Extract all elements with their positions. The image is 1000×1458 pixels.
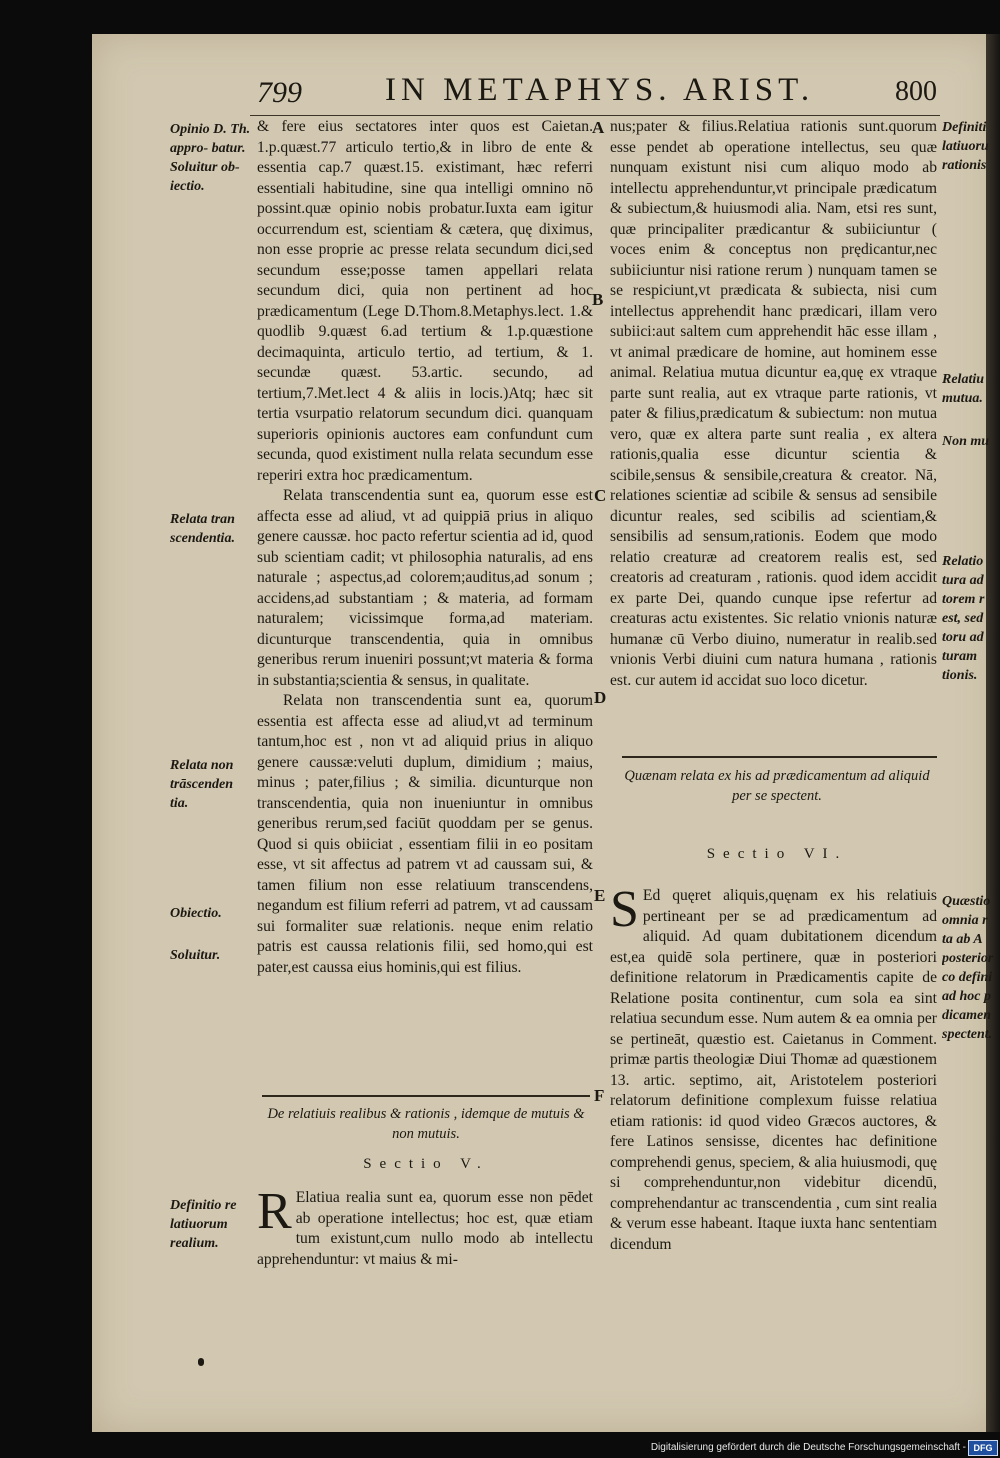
paragraph: Ed quęret aliquis,quęnam ex his relatiuis pertineant per se ad prædicamentum ad aliquid. Ad quam dubitationem dicendum est,ea quidē sola pertinere, quæ in posteriori definitione relatorum in Prædicamentis capite de Relatione posita continentur, cum sola ea sint relatiua secundum esse. Num autem & ea omnia per se pertineāt, quæstio est. Caietanus in Comment. primæ partis theologiæ Diui Thomæ ad quæstionem 13. artic. septimo, ait, Aristotelem posteriori relatorum definitione complexum fuisse relatiua etiam rationis: id quod video Græcos auctores, & fere Latinos sensisse, dicentes hac definitione comprehendi genus, speciem, & alia huiusmodi, quę si comprehenduntur,non videbitur dicendū, comprehendantur ac transcendentia , cum sint realia & verum esse habeant. Itaque iuxta hanc sententiam dicendum: [610, 887, 937, 1253]
margin-note: Relata tran scendentia.: [170, 512, 235, 546]
margin-note: Non mu: [942, 434, 990, 449]
left-column-sec5: [257, 1183, 593, 1270]
running-title: IN METAPHYS. ARIST.: [385, 72, 815, 108]
drop-cap: S: [610, 881, 639, 938]
section-letter: B: [592, 290, 604, 309]
section-letter: C: [594, 486, 607, 505]
running-header: [257, 72, 937, 116]
section-rule: [262, 1095, 590, 1097]
paragraph: nus;pater & filius.Relatiua rationis sunt.quorum esse pendet ab operatione intellectus, seu quæ nunquam existunt nisi cum aliquo modo ab intellectu apprehenduntur,vt principale prædicatum & subiectum,& huiusmodi alia. Nam, etsi res sunt, quæ principaliter prædicantur & subiiciuntur ( voces enim & conceptus non prędicantur,nec subiiciuntur nisi ratione rerum ) nunquam tamen se se respiciunt,vt prædicata & subiecta, nisi cum intellectus apprehendit hanc prædicari, illam vero subiici:aut saltem cum apprehendit hāc esse illam , vt animal prædicare de homine, aut hominem esse animal. Relatiua mutua dicuntur ea,quę ex vtraque parte sunt realia, aut ex vtraque parte rationis, vt pater & filius,prædicatum & subiectum: non mutua vero, quæ ex altera parte sunt realia , ex altera rationis,qualia esse dicuntur scientia & scibile,sensus & sensibile,creatura & creator. Nā, relationes scientiæ ad scibile & sensus ad sensibile dicuntur reales, sed scibilis ad scientiam,& sensibilis ad sensum,rationis. Eodem que modo relatio creaturæ ad creatorem realis est, sed creatoris ad creaturam , rationis. quod idem accidit ex parte Dei, quando cunque ipse refertur ad creaturas actu existentes. Sic relatio vnionis naturæ humanæ cū Verbo diuino, numeratur in realib.sed vnionis Verbi diuini cum natura humana , rationis est. cur autem id accidat suo loco dicetur.: [610, 118, 937, 689]
margin-note: Relatiu mutua.: [942, 372, 985, 406]
ink-mark: [198, 1358, 204, 1366]
page-number-left: 799: [257, 76, 302, 109]
left-column: [257, 117, 593, 978]
margin-note: Definitio re latiuorum realium.: [170, 1198, 237, 1251]
right-column-sec6: [610, 881, 937, 1255]
section-heading: Quænam relata ex his ad prædicamentum ad aliquid per se spectent.: [624, 768, 930, 804]
margin-note: Quæstio omnia r ta ab A posterior co defini ad hoc p dicamen spectent.: [942, 894, 994, 1042]
margin-note: Relatio tura ad torem r est, sed toru ad turam tionis.: [942, 554, 985, 683]
section-letter: A: [592, 118, 605, 137]
paragraph: & fere eius sectatores inter quos est Caietan. 1.p.quæst.77 articulo tertio,& in libro de ente & essentia cap.7 quæst.15. existimant, hæc referri essentiali habitudine, sine qua intelligi omnino nō possint.quæ opinio nobis probatur.Iuxta eam igitur occurrendum est, scientiam & cætera, quę diximus, non esse proprie ac presse relata secundum dici,sed secundum esse;posse tamen appellari relata secundum dici, quia non pertinent ad hoc prædicamentum (Lege D.Thom.8.Metaphys.lect. 1.& quodlib 9.quæst 6.ad tertium & 1.p.quæstione decimaquinta, articulo tertio, ad tertium, & 1. secundæ quæst. 53.artic. secundo, ad tertium,7.Met.lect 4 & aliis in locis.)Atq; hæc sit tertia vsurpatio relatorum secundum dici. quanquam superioris opinionis auctores eam confundunt cum secunda, quod existiment nulla relata secundum esse reperiri extra hoc prædicamentum.: [257, 118, 593, 484]
paragraph: Elatiua realia sunt ea, quorum esse non pēdet ab operatione intellectus; hoc est, quæ etiam tum existunt,cum nullo modo ab intellectu apprehenduntur: vt maius & mi-: [257, 1189, 593, 1268]
section-rule: [622, 756, 937, 758]
margin-note: Relata non trāscenden tia.: [170, 758, 234, 811]
drop-cap: R: [257, 1183, 292, 1240]
section-letter: F: [594, 1086, 605, 1105]
right-column: [610, 117, 937, 691]
section-label: Sectio VI.: [706, 846, 848, 862]
paragraph: Relata non transcendentia sunt ea, quorum essentia est affecta esse ad aliud,vt ad terminum tantum,hoc est , non vt ad aliquid prius in aliquo genere caussæ:veluti duplum, dimidium ; maius, minus ; pater,filius ; & similia. dicunturque non transcendentia, quia non inueniuntur in omnibus generibus rerum,sed faciūt quoddam per se genus. Quod si quis obiiciat , essentiam filii in eo positam esse, vt sit affectus ad patrem vt ad caussam sui, & tamen filium non esse relatiuum transcendens, negandum est filium referri ad patrem, vt ad caussam sui formaliter suæ relationis. neque enim relatio patris est caussa relationis filii, sed homo,qui est pater,est caussa eius hominis,qui est filius.: [257, 692, 593, 976]
section-label: Sectio V.: [363, 1156, 489, 1172]
margin-note: Obiectio.: [170, 906, 222, 921]
section-letter: E: [594, 886, 606, 905]
page-edge: [986, 34, 1000, 1432]
header-rule: [250, 115, 940, 116]
page-number-right: 800: [895, 76, 937, 107]
section-letter: D: [594, 688, 607, 707]
section-heading: De relatiuis realibus & rationis , idemque de mutuis & non mutuis.: [267, 1106, 585, 1142]
footer: [600, 1440, 1000, 1456]
footer-credit: Digitalisierung gefördert durch die Deutsche Forschungsgemeinschaft -: [650, 1442, 966, 1453]
margin-note: Soluitur.: [170, 948, 221, 963]
margin-note: Definiti latiuoru rationis: [942, 120, 989, 173]
margin-note: Opinio D. Th. appro- batur. Soluitur ob- iectio.: [170, 122, 251, 194]
paragraph: Relata transcendentia sunt ea, quorum esse est affecta esse ad aliud, vt ad quippiā prius in aliquo genere caussæ. hoc pacto refertur scientia ad id, quod sub scientiam cadit; vt philosophia naturalis, ad ens naturale ; aspectus,ad colorem;auditus,ad sonum ; accidens,ad substantiam ; & materia, ad formam naturalem; vicissimque forma,ad materiam. dicunturque transcendentia, quia in omnibus generibus rerum inueniri possunt;vt materia & forma in substantia;scientia & sensus, in qualitate.: [257, 487, 593, 689]
dfg-logo: DFG: [968, 1440, 998, 1456]
